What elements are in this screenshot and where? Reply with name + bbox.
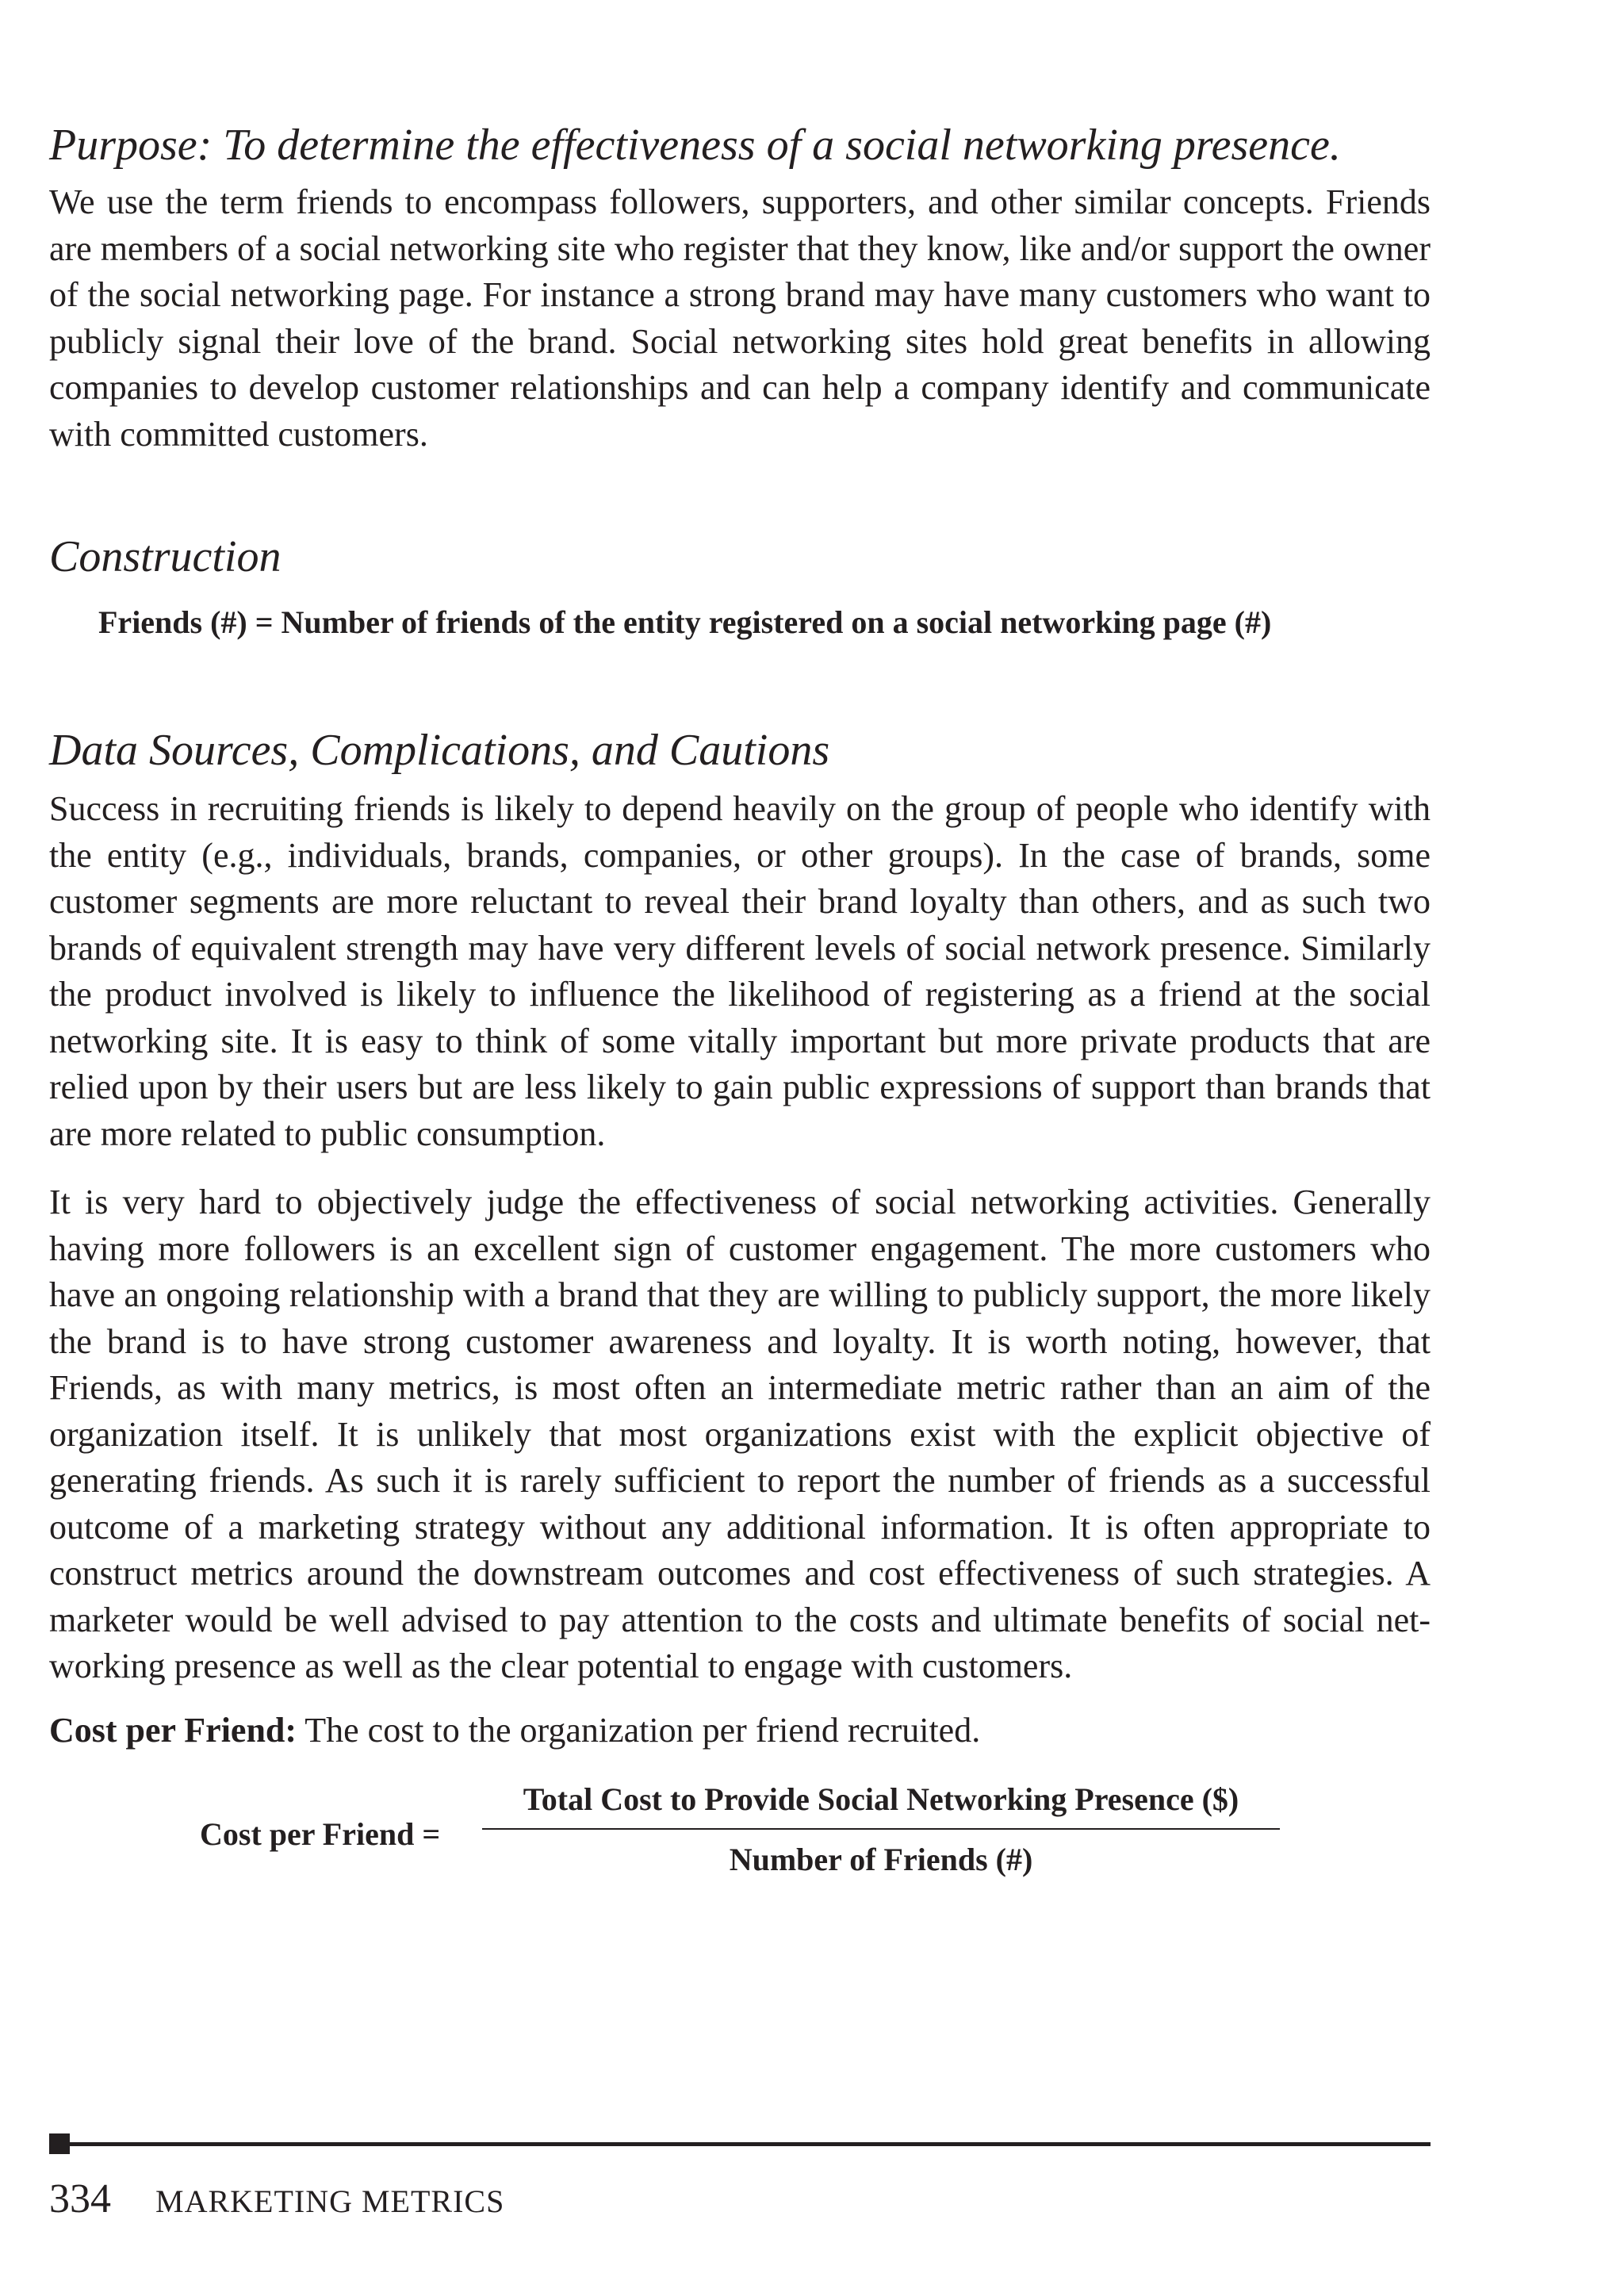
data-sources-paragraph-1: Success in recruiting friends is likely to depend heavily on the group of people who identify with the entity (e.g., individuals, brands, companies, or other groups). In the case of brands, some customer segments are more reluctant to reveal their brand loyalty than others, and as such two brands of equivalent strength may have very different levels of social network presence. Similarly the product involved is likely to influence the likelihood of registering as a friend at the social networking site. It is easy to think of some vitally important but more private products that are relied upon by their users but are less likely to gain public expressions of support than brands that are more related to public consumption. (49, 789, 1431, 1153)
purpose-paragraph: We use the term friends to encompass followers, supporters, and other similar concepts. Friends are members of a social networking site who register that they know, like and/or support the owner of the social networking page. For instance a strong brand may have many customers who want to publicly signal their love of the brand. Social networking sites hold great benefits in allowing companies to develop customer relationships and can help a company identify and communicate with committed customers. (49, 182, 1431, 454)
purpose-heading: Purpose: To determine the effectiveness of a social networking presence. (49, 121, 1341, 170)
cost-per-friend-definition (49, 1708, 1431, 1754)
friends-formula: Friends (#) = Number of friends of the entity registered on a social networking page (#) (98, 604, 1272, 640)
formula-numerator: Total Cost to Provide Social Networking Presence ($) (482, 1777, 1280, 1830)
page-body (49, 119, 1431, 1888)
page-number: 334 (49, 2176, 111, 2222)
page-footer (49, 2173, 504, 2228)
formula-fraction (482, 1777, 1280, 1882)
data-sources-heading: Data Sources, Complications, and Cautions (49, 726, 830, 775)
construction-heading: Construction (49, 532, 282, 581)
cost-per-friend-text: The cost to the organization per friend recruited. (297, 1710, 981, 1750)
data-sources-paragraph-2: It is very hard to objectively judge the effectiveness of social networking activities. Generally having more followers is an excellent sign of customer engagement. The more customers who have an ongoing relationship with a brand that they are willing to publicly support, the more likely the brand is to have strong customer awareness and loyalty. It is worth noting, however, that Friends, as with many metrics, is most often an intermediate metric rather than an aim of the organization itself. It is unlikely that most organizations exist with the explicit objective of generating friends. As such it is rarely sufficient to report the number of friends as a successful outcome of a marketing strategy without any additional information. It is often appropriate to construct metrics around the downstream outcomes and cost effectiveness of such strategies. A marketer would be well advised to pay attention to the costs and ultimate benefits of social networking presence as well as the clear potential to engage with customers. (49, 1183, 1431, 1685)
formula-lhs: Cost per Friend = (200, 1815, 441, 1852)
formula-denominator: Number of Friends (#) (729, 1841, 1033, 1877)
cost-per-friend-term: Cost per Friend: (49, 1710, 297, 1750)
footer-rule (49, 2142, 1431, 2146)
cost-per-friend-formula (49, 1777, 1431, 1888)
book-title: MARKETING METRICS (155, 2183, 505, 2219)
